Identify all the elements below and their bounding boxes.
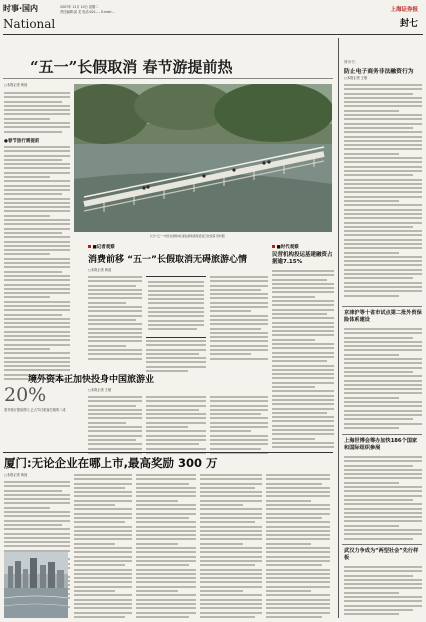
xiamen-byline: □本报记者 黄庭 — [4, 473, 28, 477]
mid-tag: ■时代观察 — [272, 244, 299, 250]
wuhan-rule — [342, 544, 422, 545]
sidebar-top-headline: 防止电子商务非法融资行为 — [344, 69, 414, 75]
consumption-headline: 消费前移 “五一”长假取消无碍旅游心情 — [88, 255, 247, 265]
shanghai-rule — [342, 434, 422, 435]
lead-headline: “五一”长假取消 春节游提前热 — [30, 58, 233, 76]
sidebar-divider — [338, 38, 339, 618]
lead-headline-rule — [3, 78, 333, 79]
section-name: 时事·国内 — [3, 4, 39, 13]
xiamen-text-col-5 — [266, 474, 330, 620]
lead-byline: □本报记者 黄庭 — [4, 83, 28, 87]
lead-text-col-2 — [4, 146, 70, 382]
xiamen-rule — [3, 452, 333, 453]
mid-headline: 民营机构投运基建融资占据逾7.15% — [272, 252, 333, 265]
xiamen-headline: 厦门:无论企业在哪上市,最高奖励 300 万 — [4, 456, 218, 470]
xiamen-text-col-4 — [200, 474, 262, 620]
masthead-rule — [3, 34, 423, 35]
lead-photo-caption: 长沙“五一”市民出游休闲,现在游客游览感受已改变等 资料图 — [150, 234, 225, 238]
stat-caption: 春节旅行提前预订,已占节日旅客总数的二成 — [4, 408, 66, 412]
wuhan-headline: 武汉力争成为“两型社会”先行样板 — [344, 548, 419, 561]
sidebar-top-tag: 简讯·栏 — [344, 60, 356, 64]
consumption-pullquote — [146, 276, 206, 338]
outbound-text-col-1 — [88, 396, 142, 456]
paper-name: 上海证券报 — [390, 7, 418, 13]
outbound-text-col-3 — [210, 396, 268, 456]
shanghai-headline: 上海世博会筹办加快186个国家和国际组织参展 — [344, 438, 418, 451]
jingtai-text — [344, 328, 422, 431]
xiamen-text-col-3 — [136, 474, 196, 620]
xiamen-text-col-2 — [74, 474, 132, 620]
jingtai-rule — [342, 306, 422, 307]
lead-photo — [74, 84, 332, 232]
masthead-meta-1: 2007年 11月 10日 星期二 — [60, 5, 99, 9]
mid-text-col — [272, 270, 334, 450]
xiamen-photo — [4, 552, 68, 618]
outbound-headline: 境外资本正加快投身中国旅游业 — [28, 375, 155, 385]
wuhan-text — [344, 566, 422, 618]
outbound-byline: □本报记者 王敏 — [88, 388, 112, 392]
outbound-text-col-2 — [146, 396, 206, 456]
stat-value: 20% — [4, 384, 47, 406]
section-name-en: National — [3, 17, 56, 31]
consumption-text-col-2 — [146, 340, 206, 374]
sidebar-top-text — [344, 84, 422, 299]
lead-subhead: ●春节旅行需提前 — [4, 139, 40, 144]
consumption-byline: □本报记者 黄庭 — [88, 268, 112, 272]
consumption-text-col-3 — [210, 276, 268, 362]
masthead-meta-2: 责任编辑:邱 龙 电话:021-… E-mail:… — [60, 10, 116, 14]
page-label: 封七 — [399, 19, 418, 29]
consumption-tag: ■记者观察 — [88, 244, 115, 250]
sidebar-top-byline: □本报记者 王敏 — [344, 76, 368, 80]
lead-text-col — [4, 92, 70, 135]
jingtai-headline: 京津沪等十省市试点第二批外贸保险体系建设 — [344, 310, 422, 323]
shanghai-text — [344, 456, 422, 542]
consumption-text-col-1 — [88, 276, 142, 362]
